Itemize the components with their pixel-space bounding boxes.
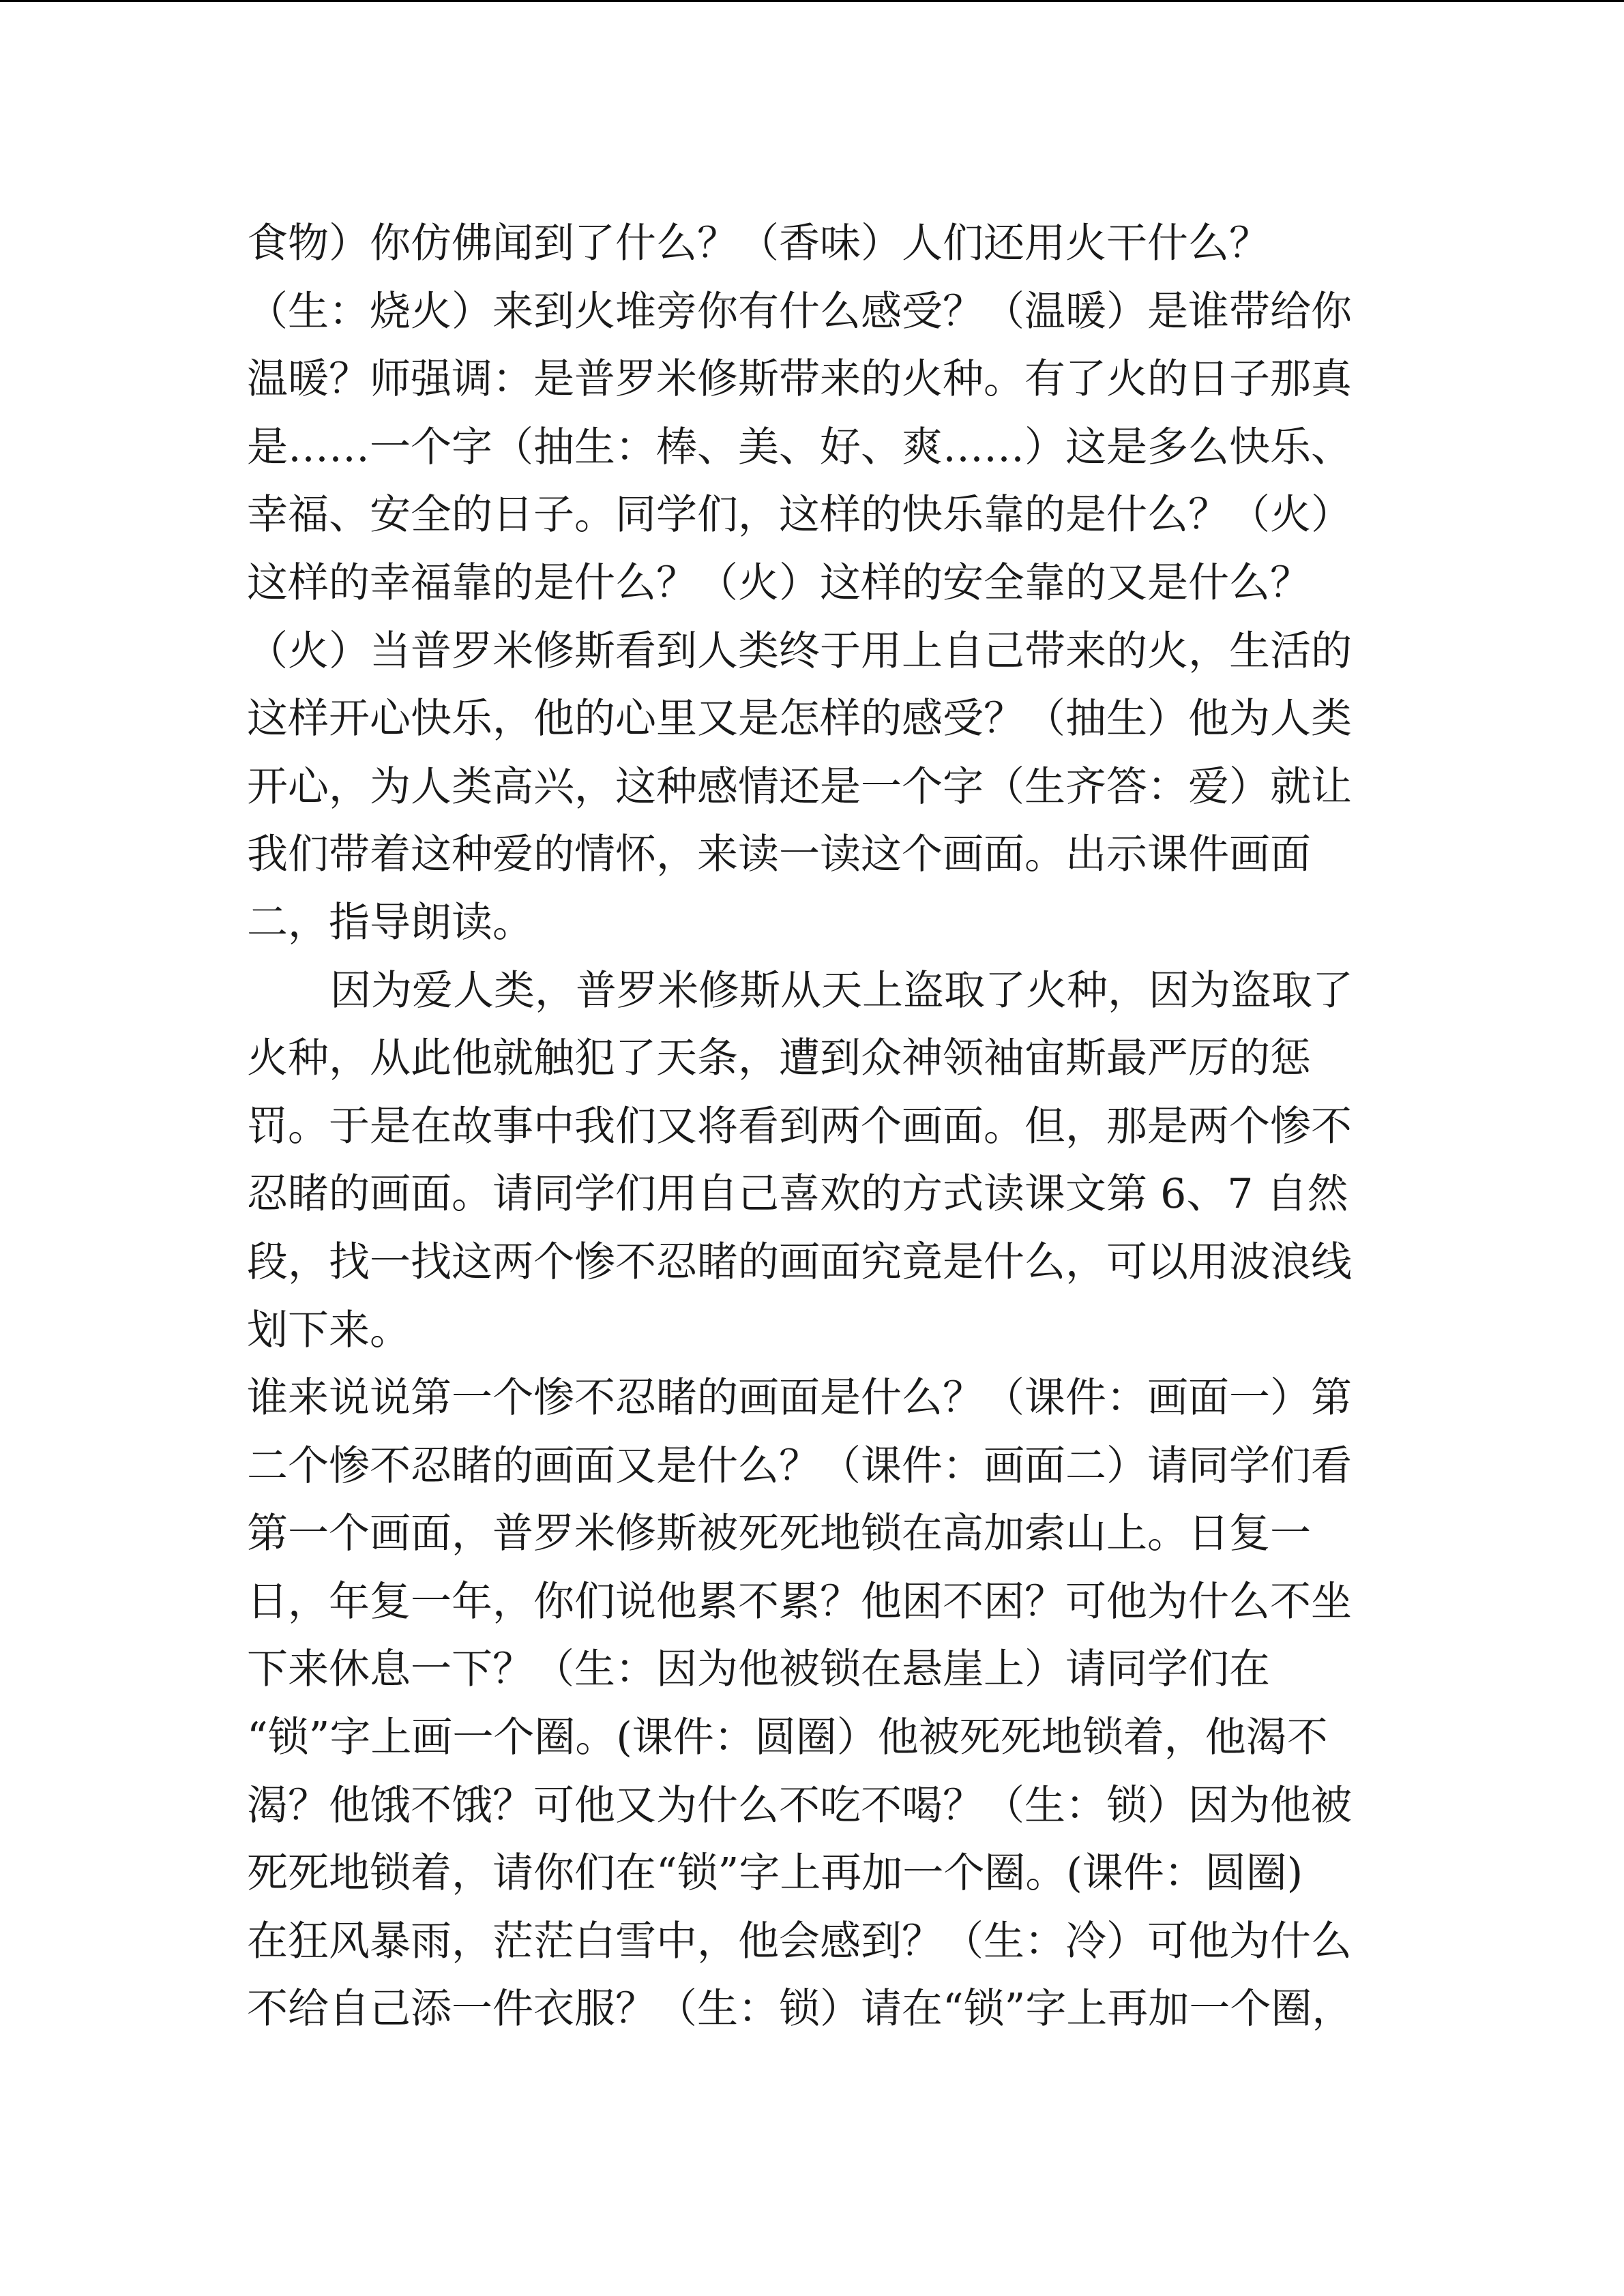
text-line: 这样开心快乐，他的心里又是怎样的感受？（抽生）他为人类 — [247, 695, 1352, 743]
text-line: 不给自己添一件衣服？（生：锁）请在“锁”字上再加一个圈， — [247, 1985, 1353, 2033]
text-line: 罚。于是在故事中我们又将看到两个画面。但，那是两个惨不 — [247, 1102, 1352, 1150]
top-border-line — [0, 0, 1624, 2]
text-line: “锁”字上画一个圈。(课件：圆圈）他被死死地锁着，他渴不 — [247, 1714, 1328, 1762]
text-line: 这样的幸福靠的是什么？（火）这样的安全靠的又是什么？ — [247, 558, 1311, 607]
text-line: 幸福、安全的日子。同学们，这样的快乐靠的是什么？（火） — [247, 491, 1352, 539]
text-line: （生：烧火）来到火堆旁你有什么感受？（温暖）是谁带给你 — [247, 287, 1352, 336]
text-line: 食物）你仿佛闻到了什么？（香味）人们还用火干什么？ — [247, 220, 1270, 267]
text-line: 二，指导朗读。 — [247, 898, 533, 946]
text-line: 我们带着这种爱的情怀，来读一读这个画面。出示课件画面 — [247, 831, 1311, 879]
text-line: 火种，从此他就触犯了天条，遭到众神领袖宙斯最严厉的惩 — [247, 1034, 1311, 1083]
text-line: 二个惨不忍睹的画面又是什么？（课件：画面二）请同学们看 — [247, 1442, 1352, 1490]
text-line: 划下来。 — [247, 1306, 411, 1354]
text-line: 是……一个字（抽生：棒、美、好、爽……）这是多么快乐、 — [247, 423, 1352, 471]
text-line: 因为爱人类，普罗米修斯从天上盗取了火种，因为盗取了 — [330, 966, 1353, 1015]
text-line: 下来休息一下？（生：因为他被锁在悬崖上）请同学们在 — [247, 1645, 1270, 1694]
text-line: 开心，为人类高兴，这种感情还是一个字（生齐答：爱）就让 — [247, 762, 1352, 811]
text-line: 死死地锁着，请你们在“锁”字上再加一个圈。(课件：圆圈) — [247, 1849, 1303, 1898]
text-line: （火）当普罗米修斯看到人类终于用上自己带来的火，生活的 — [247, 627, 1352, 675]
text-line: 日，年复一年，你们说他累不累？他困不困？可他为什么不坐 — [247, 1577, 1352, 1626]
text-line: 在狂风暴雨，茫茫白雪中，他会感到？（生：冷）可他为什么 — [247, 1917, 1352, 1965]
body-text — [247, 210, 1365, 2044]
text-line: 段，找一找这两个惨不忍睹的画面究竟是什么，可以用波浪线 — [247, 1238, 1352, 1286]
text-line: 谁来说说第一个惨不忍睹的画面是什么？（课件：画面一）第 — [247, 1374, 1352, 1422]
text-line: 温暖？师强调：是普罗米修斯带来的火种。有了火的日子那真 — [247, 355, 1352, 404]
text-line: 忍睹的画面。请同学们用自己喜欢的方式读课文第 6、7 自然 — [247, 1170, 1348, 1219]
text-line: 第一个画面，普罗米修斯被死死地锁在高加索山上。日复一 — [247, 1510, 1311, 1558]
text-line: 渴？他饿不饿？可他又为什么不吃不喝？（生：锁）因为他被 — [247, 1781, 1352, 1830]
